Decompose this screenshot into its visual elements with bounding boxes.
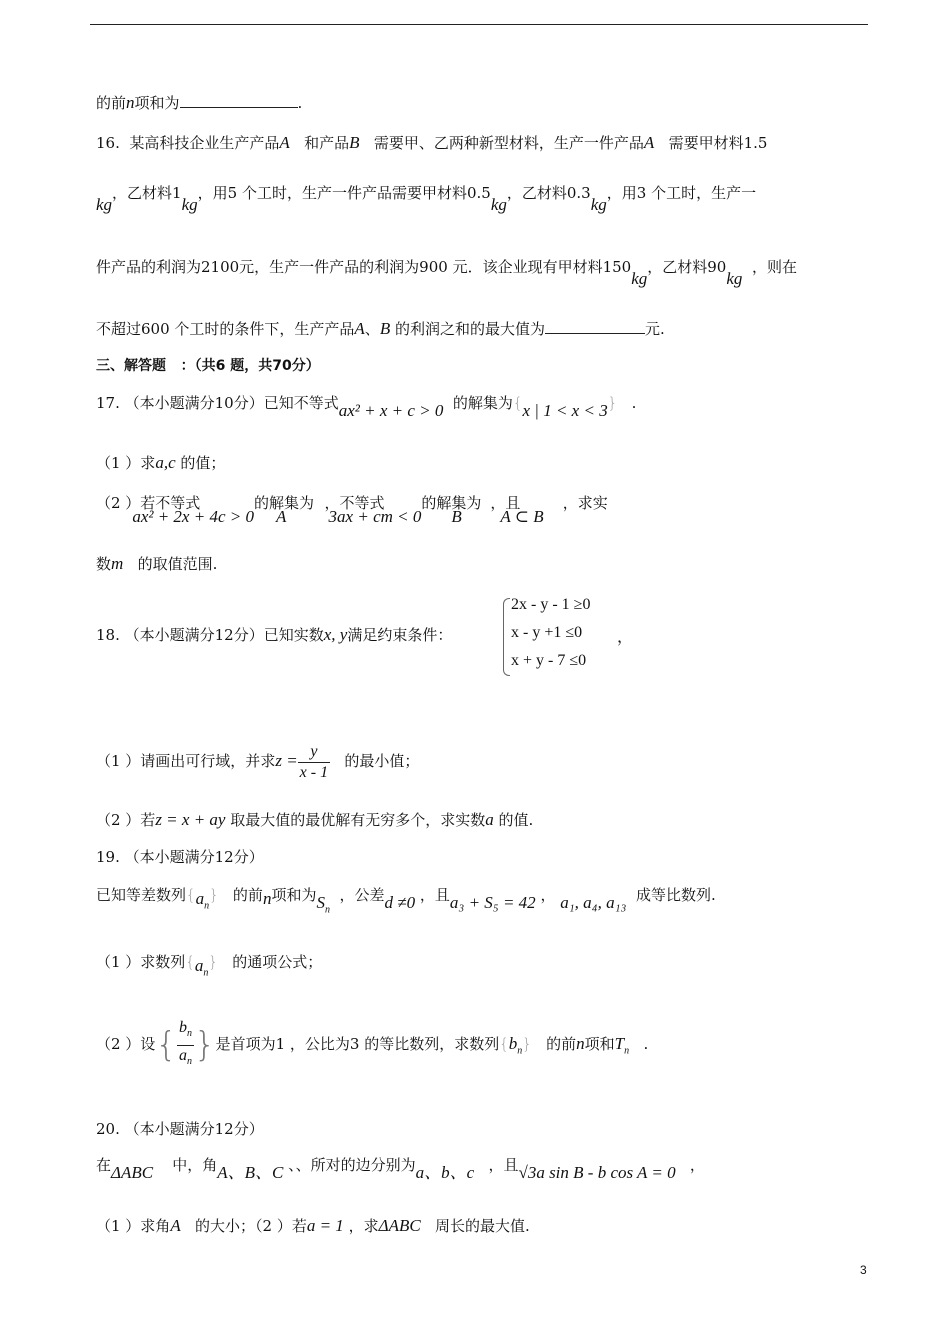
S: S: [316, 893, 325, 912]
text: 18. （本小题满分12分）已知实数: [96, 626, 324, 644]
brace-right: }: [208, 953, 218, 971]
text: ，不等式: [324, 494, 385, 512]
text: 中，角: [172, 1156, 218, 1174]
text: 数: [96, 555, 112, 573]
brace-left: {: [155, 1025, 177, 1065]
part-label: （2 ）若: [96, 811, 156, 829]
text: ，: [689, 1156, 705, 1174]
sub-n: n: [186, 1055, 192, 1067]
set-brace-right: }: [607, 394, 618, 412]
q19-head: [96, 846, 264, 868]
section-heading: [96, 355, 320, 377]
q20-line-2: [96, 1215, 530, 1237]
constraint-system: [503, 596, 634, 678]
a: a: [195, 889, 205, 908]
text: 的前: [96, 94, 127, 112]
text: 件产品的利润为2100元，生产一件产品的利润为900 元．该企业现有甲材料150: [96, 258, 632, 276]
header-rule: [90, 24, 868, 25]
var-n: n: [126, 93, 135, 112]
text: 是首项为1 ，公比为3 的等比数列，求数列: [215, 1035, 500, 1053]
q17-head: [96, 392, 637, 420]
text: 19. （本小题满分12分）: [96, 848, 264, 866]
text: 成等比数列.: [635, 886, 716, 904]
vars: x, y: [323, 625, 348, 644]
var-B: B: [349, 133, 360, 152]
q19-line-1: [96, 884, 716, 916]
text: 满足约束条件：: [347, 626, 453, 644]
condition: a₃ + S₅ = 42: [449, 893, 536, 912]
q16-line-2: [96, 182, 757, 214]
q19-part-1: [96, 951, 322, 980]
q19-part-2: [96, 1018, 648, 1070]
unit-kg: kg: [490, 195, 507, 214]
part-label: （1 ）请画出可行域，并求: [96, 752, 276, 770]
brace-right: }: [522, 1035, 532, 1053]
page-number: 3: [860, 1263, 867, 1277]
text: 的通项公式；: [232, 953, 323, 971]
set-A: A: [275, 507, 287, 526]
inequality: ax² + 2x + 4c > 0: [132, 507, 254, 526]
text: ，且: [488, 1156, 519, 1174]
sides: a、b、c: [415, 1163, 475, 1182]
text: 某高科技企业生产产品: [129, 134, 280, 152]
b: b: [508, 1034, 518, 1053]
fraction: [298, 742, 330, 783]
unit-kg: kg: [631, 269, 648, 288]
part-label: （1 ）求角: [96, 1217, 171, 1235]
system-brace: [503, 598, 510, 676]
text: 、: [364, 320, 380, 338]
Tn: [614, 1034, 630, 1057]
text: .: [297, 94, 303, 112]
text: ，公差: [339, 886, 385, 904]
vars: a,c: [155, 453, 176, 472]
a: a: [194, 956, 204, 975]
sub-n: n: [324, 904, 330, 916]
solution-set: x | 1 < x < 3: [522, 401, 608, 420]
text: ，求实: [562, 494, 608, 512]
sub-n: n: [203, 967, 209, 979]
q16-line-3: [96, 256, 797, 288]
answer-blank[interactable]: [180, 93, 298, 108]
text: 的值；: [180, 454, 226, 472]
text: 元.: [645, 320, 665, 338]
text: 项和为: [134, 94, 180, 112]
triangle: ΔABC: [378, 1216, 421, 1235]
part-label: （1 ）求数列: [96, 953, 186, 971]
sub-n: n: [517, 1045, 523, 1057]
part-label: （2 ）设: [96, 1035, 156, 1053]
text: 项和: [584, 1035, 615, 1053]
q18-part-2: [96, 809, 533, 831]
a: a: [178, 1046, 187, 1064]
q18-head: [96, 624, 452, 646]
numerator: [177, 1018, 194, 1044]
sub-n: n: [186, 1028, 192, 1040]
var-a: a: [485, 810, 494, 829]
var-n: n: [262, 889, 272, 908]
subset-condition: A ⊂ B: [500, 507, 544, 526]
Sn: [316, 893, 330, 916]
set-brace-left: {: [512, 394, 523, 412]
seq-bn: [508, 1034, 523, 1057]
text: 的前: [546, 1035, 577, 1053]
text: 的前: [232, 886, 263, 904]
text: 的大小；（2 ）若: [195, 1217, 307, 1235]
text: 不超过600 个工时的条件下，生产产品: [96, 320, 355, 338]
text: 的值.: [498, 811, 534, 829]
brace-left: {: [499, 1035, 509, 1053]
text: ，: [540, 886, 556, 904]
part-label: （2 ）若不等式: [96, 494, 201, 512]
section-title: 三、解答题: [96, 358, 166, 374]
text: 17. （本小题满分10分）已知不等式: [96, 394, 339, 412]
text: 已知等差数列: [96, 886, 187, 904]
part-label: （1 ）求: [96, 454, 156, 472]
var-A: A: [170, 1216, 181, 1235]
z-eq: z =: [275, 751, 298, 770]
text: 需要甲材料1.5: [668, 134, 768, 152]
brace-left: {: [186, 886, 196, 904]
equation: √3a sin B - b cos A = 0: [518, 1163, 676, 1182]
q20-line-1: [96, 1154, 705, 1182]
constraint-2: x - y +1 ≤0: [511, 624, 583, 641]
inequality: 3ax + cm < 0: [328, 507, 422, 526]
text: ，: [617, 629, 634, 646]
text: ，用5 个工时，生产一件产品需要甲材料0.5: [197, 184, 491, 202]
triangle: ΔABC: [111, 1163, 154, 1182]
denominator: x - 1: [299, 763, 329, 781]
sub-n: n: [624, 1045, 630, 1057]
text: 、、所对的边分别为: [288, 1156, 416, 1174]
text: 项和为: [271, 886, 317, 904]
seq-an: [195, 889, 210, 912]
text: ，且: [419, 886, 450, 904]
text: ，用3 个工时，生产一: [606, 184, 757, 202]
text: 的解集为: [452, 394, 513, 412]
text: 20. （本小题满分12分）: [96, 1120, 264, 1138]
var-A: A: [354, 319, 365, 338]
text: 的解集为: [421, 494, 482, 512]
q17-part-2-cont: [96, 553, 217, 575]
T: T: [614, 1034, 625, 1053]
inequality: ax² + x + c > 0: [338, 401, 444, 420]
denominator: [177, 1045, 194, 1072]
q17-part-1: [96, 452, 225, 474]
section-subtitle: ：（共6 题，共70分）: [180, 358, 320, 374]
text: 需要甲、乙两种新型材料，生产一件产品: [373, 134, 644, 152]
brace-right: }: [193, 1025, 216, 1065]
question-number: 16.: [96, 134, 120, 152]
unit-kg: kg: [181, 195, 198, 214]
text: 周长的最大值.: [435, 1217, 530, 1235]
var-A: A: [643, 133, 655, 152]
brace-right: }: [209, 886, 219, 904]
b: b: [178, 1019, 187, 1037]
seq-an: [194, 956, 209, 979]
q20-head: [96, 1118, 264, 1140]
text: 的解集为: [253, 494, 314, 512]
var-m: m: [111, 554, 124, 573]
text: ，则在: [751, 258, 797, 276]
unit-kg: kg: [590, 195, 607, 214]
fraction: [177, 1018, 194, 1071]
var-n: n: [576, 1034, 585, 1053]
var-A: A: [279, 133, 290, 152]
text: ，乙材料0.3: [506, 184, 591, 202]
set-B: B: [451, 507, 462, 526]
angles: A、B、C: [217, 1163, 284, 1182]
text: 的最小值；: [344, 752, 420, 770]
text: ，乙材料90: [647, 258, 727, 276]
unit-kg: kg: [726, 269, 743, 288]
numerator: y: [310, 742, 318, 760]
answer-blank[interactable]: [545, 319, 645, 334]
var-B: B: [379, 319, 391, 338]
q15-tail: [96, 92, 302, 114]
text: ，乙材料1: [112, 184, 182, 202]
constraint-3: x + y - 7 ≤0: [511, 652, 587, 669]
brace-left: {: [185, 953, 195, 971]
text: 和产品: [304, 134, 350, 152]
q18-part-1: [96, 738, 419, 784]
text: 在: [96, 1156, 112, 1174]
constraint-1: 2x - y - 1 ≥0: [511, 596, 591, 613]
text: .: [643, 1035, 649, 1053]
text: ，求: [348, 1217, 379, 1235]
unit-kg: kg: [96, 195, 113, 214]
text: ，且: [490, 494, 521, 512]
condition: a = 1: [306, 1216, 344, 1235]
text: .: [631, 394, 637, 412]
text: 取最大值的最优解有无穷多个，求实数: [230, 811, 486, 829]
text: 的利润之和的最大值为: [394, 320, 545, 338]
q16-line-4: [96, 318, 665, 340]
objective: z = x + ay: [155, 810, 226, 829]
q17-part-2: [96, 492, 608, 526]
d-condition: d ≠0: [384, 893, 416, 912]
q16-line-1: [96, 132, 767, 154]
text: 的取值范围.: [137, 555, 218, 573]
terms: a₁, a₄, a₁₃: [560, 893, 627, 912]
sub-n: n: [204, 900, 210, 912]
